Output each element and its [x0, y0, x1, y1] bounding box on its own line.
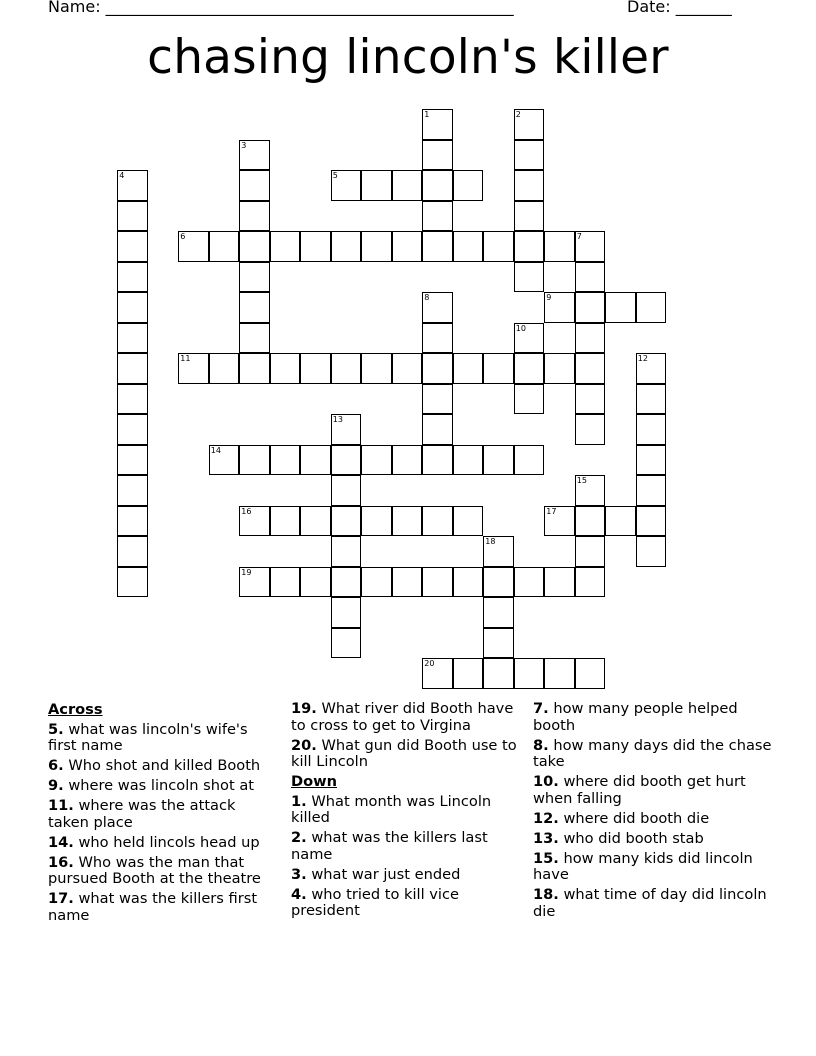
- grid-cell[interactable]: [117, 353, 148, 384]
- clue-number: 11.: [48, 797, 74, 815]
- clue-number: 18.: [533, 886, 559, 904]
- grid-cell[interactable]: [636, 292, 667, 323]
- clue-item: [533, 811, 773, 828]
- clue-text: Who shot and killed Booth: [68, 757, 261, 775]
- grid-cell[interactable]: [636, 445, 667, 476]
- grid-cell[interactable]: [270, 231, 301, 262]
- grid-cell[interactable]: [575, 506, 606, 537]
- grid-cell[interactable]: [575, 567, 606, 598]
- grid-cell[interactable]: [575, 262, 606, 293]
- cell-number: 17: [546, 506, 557, 516]
- grid-cell[interactable]: [239, 231, 270, 262]
- clue-text: who held lincols head up: [78, 833, 260, 851]
- clue-item: [533, 831, 773, 848]
- grid-cell[interactable]: [514, 384, 545, 415]
- grid-cell[interactable]: [422, 567, 453, 598]
- grid-cell[interactable]: [453, 506, 484, 537]
- grid-cell[interactable]: [239, 201, 270, 232]
- grid-cell[interactable]: [117, 384, 148, 415]
- grid-cell[interactable]: [636, 414, 667, 445]
- grid-cell[interactable]: [514, 353, 545, 384]
- clue-number: 2.: [291, 829, 307, 847]
- cell-number: 16: [241, 506, 252, 516]
- grid-cell[interactable]: [575, 323, 606, 354]
- clue-number: 20.: [291, 736, 317, 754]
- cell-number: 13: [332, 415, 343, 425]
- grid-cell[interactable]: [544, 231, 575, 262]
- grid-cell[interactable]: [422, 506, 453, 537]
- grid-cell[interactable]: [483, 567, 514, 598]
- cell-number: 9: [546, 293, 552, 303]
- grid-cell[interactable]: [514, 231, 545, 262]
- cell-number: 19: [241, 567, 252, 577]
- grid-cell[interactable]: [636, 475, 667, 506]
- grid-cell[interactable]: [209, 445, 240, 476]
- clue-item: [48, 798, 278, 831]
- puzzle-title: chasing lincoln's killer: [147, 30, 669, 85]
- grid-cell[interactable]: [422, 384, 453, 415]
- grid-cell[interactable]: [392, 567, 423, 598]
- clue-text: Who was the man that pursued Booth at the theatre: [48, 853, 261, 888]
- grid-cell[interactable]: [483, 445, 514, 476]
- grid-cell[interactable]: [483, 658, 514, 689]
- cell-number: 18: [485, 537, 496, 547]
- clue-item: [48, 722, 278, 755]
- grid-cell[interactable]: [117, 262, 148, 293]
- grid-cell[interactable]: [117, 231, 148, 262]
- clue-text: who tried to kill vice president: [291, 885, 459, 920]
- grid-cell[interactable]: [453, 567, 484, 598]
- clue-text: what was the killers last name: [291, 829, 488, 863]
- grid-cell[interactable]: [239, 170, 270, 201]
- clue-item: [291, 830, 523, 863]
- grid-cell[interactable]: [575, 658, 606, 689]
- grid-cell[interactable]: [422, 323, 453, 354]
- grid-cell[interactable]: [331, 414, 362, 445]
- grid-cell[interactable]: [422, 445, 453, 476]
- grid-cell[interactable]: [422, 140, 453, 171]
- grid-cell[interactable]: [300, 506, 331, 537]
- grid-cell[interactable]: [331, 231, 362, 262]
- clue-item: [48, 778, 278, 795]
- grid-cell[interactable]: [331, 353, 362, 384]
- grid-cell[interactable]: [575, 414, 606, 445]
- grid-cell[interactable]: [453, 445, 484, 476]
- clue-item: [291, 887, 523, 920]
- grid-cell[interactable]: [331, 597, 362, 628]
- grid-cell[interactable]: [239, 567, 270, 598]
- cell-number: 20: [424, 659, 435, 669]
- clue-text: What month was Lincoln killed: [291, 792, 492, 827]
- grid-cell[interactable]: [117, 323, 148, 354]
- cell-number: 11: [180, 354, 191, 364]
- cell-number: 15: [576, 476, 587, 486]
- clues-column-3: [533, 701, 773, 924]
- grid-cell[interactable]: [544, 353, 575, 384]
- grid-cell[interactable]: [422, 170, 453, 201]
- clue-item: [291, 794, 523, 827]
- grid-cell[interactable]: [209, 231, 240, 262]
- cell-number: 7: [576, 232, 582, 242]
- clue-text: where did booth die: [563, 809, 710, 827]
- grid-cell[interactable]: [270, 506, 301, 537]
- grid-cell[interactable]: [575, 536, 606, 567]
- grid-cell[interactable]: [331, 475, 362, 506]
- clue-text: what war just ended: [311, 865, 461, 883]
- grid-cell[interactable]: [422, 414, 453, 445]
- grid-cell[interactable]: [117, 445, 148, 476]
- grid-cell[interactable]: [300, 567, 331, 598]
- grid-cell[interactable]: [544, 292, 575, 323]
- clue-text: how many days did the chase take: [533, 736, 772, 771]
- grid-cell[interactable]: [331, 567, 362, 598]
- grid-cell[interactable]: [544, 506, 575, 537]
- grid-cell[interactable]: [178, 353, 209, 384]
- clue-item: [291, 867, 523, 884]
- clue-item: [48, 855, 278, 888]
- grid-cell[interactable]: [331, 628, 362, 659]
- grid-cell[interactable]: [483, 231, 514, 262]
- grid-cell[interactable]: [453, 658, 484, 689]
- clue-item: [291, 738, 523, 771]
- grid-cell[interactable]: [483, 353, 514, 384]
- cell-number: 14: [210, 445, 221, 455]
- grid-cell[interactable]: [361, 231, 392, 262]
- grid-cell[interactable]: [514, 170, 545, 201]
- grid-cell[interactable]: [117, 292, 148, 323]
- grid-cell[interactable]: [270, 567, 301, 598]
- grid-cell[interactable]: [331, 506, 362, 537]
- grid-cell[interactable]: [453, 353, 484, 384]
- grid-cell[interactable]: [605, 292, 636, 323]
- cell-number: 12: [637, 354, 648, 364]
- grid-cell[interactable]: [117, 475, 148, 506]
- clue-number: 1.: [291, 792, 307, 810]
- grid-cell[interactable]: [361, 353, 392, 384]
- grid-cell[interactable]: [422, 109, 453, 140]
- clue-item: [48, 758, 278, 775]
- grid-cell[interactable]: [300, 353, 331, 384]
- grid-cell[interactable]: [331, 536, 362, 567]
- clue-number: 17.: [48, 890, 74, 908]
- clue-text: where did booth get hurt when falling: [533, 773, 746, 807]
- grid-cell[interactable]: [209, 353, 240, 384]
- clue-item: [48, 891, 278, 924]
- clue-text: What river did Booth have to cross to get to Virgina: [291, 700, 514, 734]
- grid-cell[interactable]: [239, 445, 270, 476]
- grid-cell[interactable]: [514, 323, 545, 354]
- grid-cell[interactable]: [331, 170, 362, 201]
- grid-cell[interactable]: [422, 658, 453, 689]
- clue-item: [48, 835, 278, 852]
- grid-cell[interactable]: [300, 231, 331, 262]
- grid-cell[interactable]: [422, 353, 453, 384]
- grid-cell[interactable]: [422, 231, 453, 262]
- grid-cell[interactable]: [544, 658, 575, 689]
- clue-number: 19.: [291, 700, 317, 717]
- grid-cell[interactable]: [636, 506, 667, 537]
- grid-cell[interactable]: [239, 353, 270, 384]
- grid-cell[interactable]: [392, 445, 423, 476]
- clue-number: 12.: [533, 809, 559, 827]
- grid-cell[interactable]: [575, 475, 606, 506]
- clue-text: what was lincoln's wife's first name: [48, 720, 248, 755]
- grid-cell[interactable]: [514, 658, 545, 689]
- grid-cell[interactable]: [117, 506, 148, 537]
- name-field-label: Name: ___________________________________________________: [48, 0, 514, 16]
- grid-cell[interactable]: [361, 445, 392, 476]
- grid-cell[interactable]: [422, 201, 453, 232]
- grid-cell[interactable]: [392, 170, 423, 201]
- cell-number: 3: [241, 140, 247, 150]
- clues-column-1: [48, 701, 278, 928]
- grid-cell[interactable]: [117, 170, 148, 201]
- clue-item: [291, 701, 523, 734]
- grid-cell[interactable]: [483, 628, 514, 659]
- clue-item: [533, 774, 773, 807]
- grid-cell[interactable]: [239, 262, 270, 293]
- grid-cell[interactable]: [514, 567, 545, 598]
- grid-cell[interactable]: [239, 323, 270, 354]
- clue-item: [533, 851, 773, 884]
- grid-cell[interactable]: [514, 140, 545, 171]
- cell-number: 10: [515, 323, 526, 333]
- clue-number: 4.: [291, 885, 307, 903]
- grid-cell[interactable]: [483, 597, 514, 628]
- grid-cell[interactable]: [300, 445, 331, 476]
- clue-number: 9.: [48, 777, 64, 795]
- clue-text: how many people helped booth: [533, 700, 738, 734]
- clue-number: 5.: [48, 720, 64, 738]
- grid-cell[interactable]: [514, 201, 545, 232]
- grid-cell[interactable]: [117, 567, 148, 598]
- clue-item: [533, 738, 773, 771]
- grid-cell[interactable]: [178, 231, 209, 262]
- grid-cell[interactable]: [483, 536, 514, 567]
- clue-number: 6.: [48, 757, 64, 775]
- grid-cell[interactable]: [575, 292, 606, 323]
- grid-cell[interactable]: [544, 567, 575, 598]
- cell-number: 4: [119, 171, 125, 181]
- grid-cell[interactable]: [361, 567, 392, 598]
- grid-cell[interactable]: [575, 231, 606, 262]
- grid-cell[interactable]: [361, 170, 392, 201]
- clue-text: where was the attack taken place: [48, 797, 236, 831]
- clue-number: 8.: [533, 736, 549, 754]
- down-heading: Down: [291, 773, 338, 791]
- clue-number: 10.: [533, 773, 559, 791]
- cell-number: 6: [180, 232, 186, 242]
- grid-cell[interactable]: [575, 353, 606, 384]
- grid-cell[interactable]: [636, 353, 667, 384]
- grid-cell[interactable]: [514, 445, 545, 476]
- grid-cell[interactable]: [361, 506, 392, 537]
- clue-number: 15.: [533, 849, 559, 867]
- clue-text: What gun did Booth use to kill Lincoln: [291, 736, 517, 771]
- across-heading: Across: [48, 701, 103, 718]
- grid-cell[interactable]: [514, 262, 545, 293]
- clue-text: where was lincoln shot at: [68, 777, 254, 795]
- grid-cell[interactable]: [636, 384, 667, 415]
- clue-number: 3.: [291, 865, 307, 883]
- clue-number: 16.: [48, 853, 74, 871]
- cell-number: 8: [424, 293, 430, 303]
- clue-number: 13.: [533, 829, 559, 847]
- grid-cell[interactable]: [239, 140, 270, 171]
- cell-number: 1: [424, 110, 430, 120]
- grid-cell[interactable]: [117, 536, 148, 567]
- grid-cell[interactable]: [453, 170, 484, 201]
- grid-cell[interactable]: [239, 292, 270, 323]
- date-field-label: Date: _______: [627, 0, 732, 16]
- cell-number: 2: [515, 110, 521, 120]
- grid-cell[interactable]: [422, 292, 453, 323]
- clue-number: 14.: [48, 833, 74, 851]
- grid-cell[interactable]: [117, 414, 148, 445]
- grid-cell[interactable]: [514, 109, 545, 140]
- grid-cell[interactable]: [117, 201, 148, 232]
- clue-item: [533, 701, 773, 734]
- clue-text: what time of day did lincoln die: [533, 886, 767, 920]
- grid-cell[interactable]: [636, 536, 667, 567]
- clue-text: what was the killers first name: [48, 890, 258, 924]
- clue-text: how many kids did lincoln have: [533, 849, 753, 884]
- clue-text: who did booth stab: [563, 829, 704, 847]
- grid-cell[interactable]: [605, 506, 636, 537]
- grid-cell[interactable]: [270, 445, 301, 476]
- clues-column-2: [291, 701, 523, 923]
- grid-cell[interactable]: [392, 353, 423, 384]
- grid-cell[interactable]: [239, 506, 270, 537]
- clue-number: 7.: [533, 700, 549, 717]
- grid-cell[interactable]: [392, 231, 423, 262]
- grid-cell[interactable]: [453, 231, 484, 262]
- cell-number: 5: [332, 171, 338, 181]
- grid-cell[interactable]: [270, 353, 301, 384]
- grid-cell[interactable]: [331, 445, 362, 476]
- grid-cell[interactable]: [575, 384, 606, 415]
- grid-cell[interactable]: [392, 506, 423, 537]
- clue-item: [533, 887, 773, 920]
